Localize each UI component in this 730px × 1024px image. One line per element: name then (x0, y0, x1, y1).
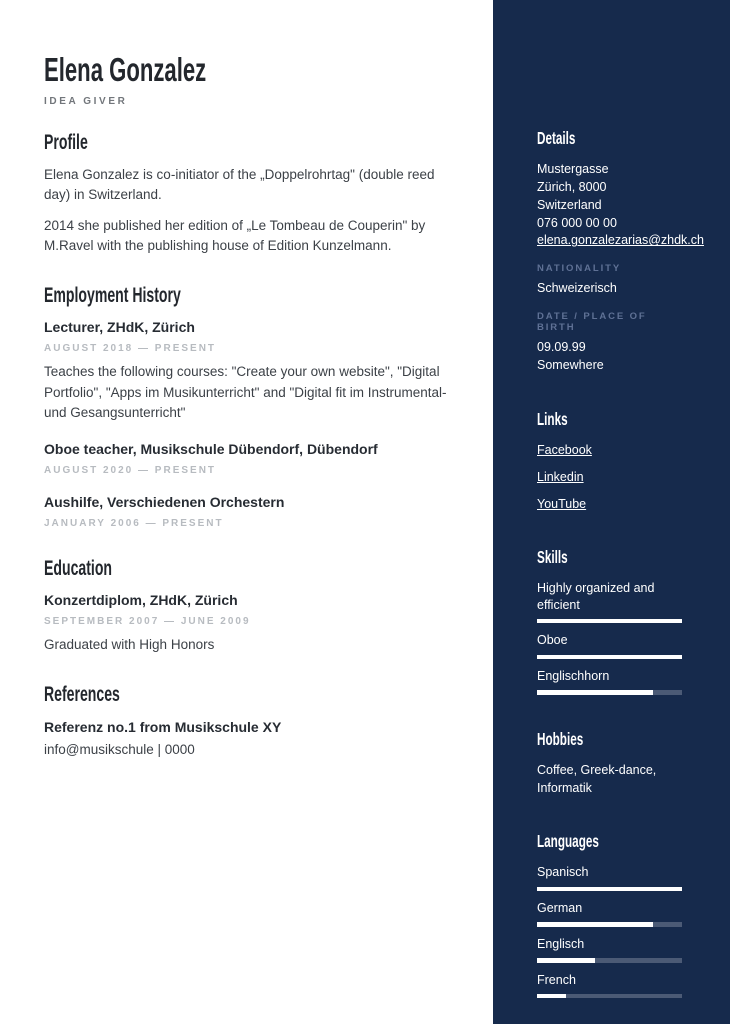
phone-number: 076 000 00 00 (537, 215, 617, 230)
education-date: SEPTEMBER 2007 — JUNE 2009 (44, 616, 251, 628)
language-bar-track (537, 887, 682, 892)
references-heading: References (44, 683, 120, 707)
language-bar-fill (537, 887, 682, 892)
job-title: Oboe teacher, Musikschule Dübendorf, Dübendorf (44, 441, 378, 458)
skill-bar-fill (537, 690, 653, 695)
education-heading: Education (44, 556, 113, 580)
candidate-role: IDEA GIVER (44, 95, 128, 107)
language-bar-fill (537, 958, 595, 963)
language-bar-track (537, 994, 682, 999)
details-section (537, 128, 704, 375)
skill-bar-track (537, 690, 682, 695)
links-section (537, 409, 682, 514)
skill-item (537, 632, 682, 659)
link-facebook[interactable]: Facebook (537, 442, 592, 457)
birth-place: Somewhere (537, 358, 604, 372)
language-bar-track (537, 922, 682, 927)
language-item (537, 972, 682, 999)
skill-bar-track (537, 619, 682, 624)
employment-section (44, 283, 457, 529)
address-line: Zürich, 8000 (537, 179, 607, 194)
skill-name: Oboe (537, 633, 568, 648)
skill-bar-fill (537, 619, 682, 624)
education-description: Graduated with High Honors (44, 637, 215, 653)
details-heading: Details (537, 128, 576, 148)
employment-entry (44, 493, 457, 529)
header (44, 52, 457, 107)
language-bar-fill (537, 922, 653, 927)
profile-paragraph: 2014 she published her edition of „Le Tombeau de Couperin" by M.Ravel with the publishing house of Edition Kunzelmann. (44, 217, 426, 253)
language-item (537, 900, 682, 927)
nationality-value: Schweizerisch (537, 281, 617, 296)
language-name: Spanisch (537, 865, 589, 880)
birth-label: DATE / PLACE OF BIRTH (537, 311, 647, 334)
languages-heading: Languages (537, 831, 599, 852)
links-heading: Links (537, 408, 568, 429)
birth-date: 09.09.99 (537, 340, 586, 355)
language-name: German (537, 901, 583, 915)
language-item (537, 936, 682, 963)
job-title: Aushilfe, Verschiedenen Orchestern (44, 493, 285, 510)
nationality-label: NATIONALITY (537, 263, 622, 275)
profile-paragraph: Elena Gonzalez is co-initiator of the „Doppelrohrtag" (double reed day) in Switzerland. (44, 167, 435, 203)
email-link[interactable]: elena.gonzalezarias@zhdk.ch (537, 233, 704, 248)
job-date: AUGUST 2020 — PRESENT (44, 464, 217, 476)
skill-item (537, 580, 682, 623)
reference-contact: info@musikschule | 0000 (44, 742, 195, 758)
job-date: AUGUST 2018 — PRESENT (44, 343, 217, 355)
hobbies-heading: Hobbies (537, 728, 584, 749)
education-title: Konzertdiplom, ZHdK, Zürich (44, 592, 238, 609)
skill-bar-track (537, 655, 682, 660)
hobbies-section (537, 729, 682, 798)
employment-heading: Employment History (44, 284, 181, 308)
references-section (44, 682, 457, 757)
skill-item (537, 668, 682, 695)
language-name: Englisch (537, 936, 585, 951)
reference-entry (44, 718, 457, 758)
candidate-name-text: Elena Gonzalez (44, 51, 207, 88)
reference-title: Referenz no.1 from Musikschule XY (44, 718, 282, 735)
link-linkedin[interactable]: Linkedin (537, 469, 584, 484)
job-description: Teaches the following courses: "Create your own website", "Digital Portfolio", "Apps im Musikunterricht" and "Digital fit im Instrumental- und Gesangsunterricht" (44, 364, 447, 420)
skills-section (537, 547, 682, 694)
sidebar (493, 0, 730, 1024)
profile-section (44, 130, 457, 256)
profile-heading: Profile (44, 130, 88, 154)
languages-section (537, 831, 682, 998)
language-item (537, 864, 682, 891)
language-bar-fill (537, 994, 566, 999)
address-line: Mustergasse (537, 161, 609, 176)
link-youtube[interactable]: YouTube (537, 496, 587, 511)
education-entry (44, 591, 457, 655)
employment-entry (44, 440, 457, 476)
job-title: Lecturer, ZHdK, Zürich (44, 319, 195, 336)
job-date: JANUARY 2006 — PRESENT (44, 517, 224, 529)
skill-bar-fill (537, 655, 682, 660)
education-section (44, 556, 457, 655)
language-bar-track (537, 958, 682, 963)
candidate-name (44, 52, 457, 89)
language-name: French (537, 972, 576, 987)
skill-name: Englischhorn (537, 669, 610, 683)
skills-heading: Skills (537, 547, 568, 568)
hobbies-text: Coffee, Greek-dance, Informatik (537, 762, 657, 795)
address-line: Switzerland (537, 197, 602, 212)
skill-name: Highly organized and efficient (537, 581, 655, 612)
employment-entry (44, 318, 457, 423)
